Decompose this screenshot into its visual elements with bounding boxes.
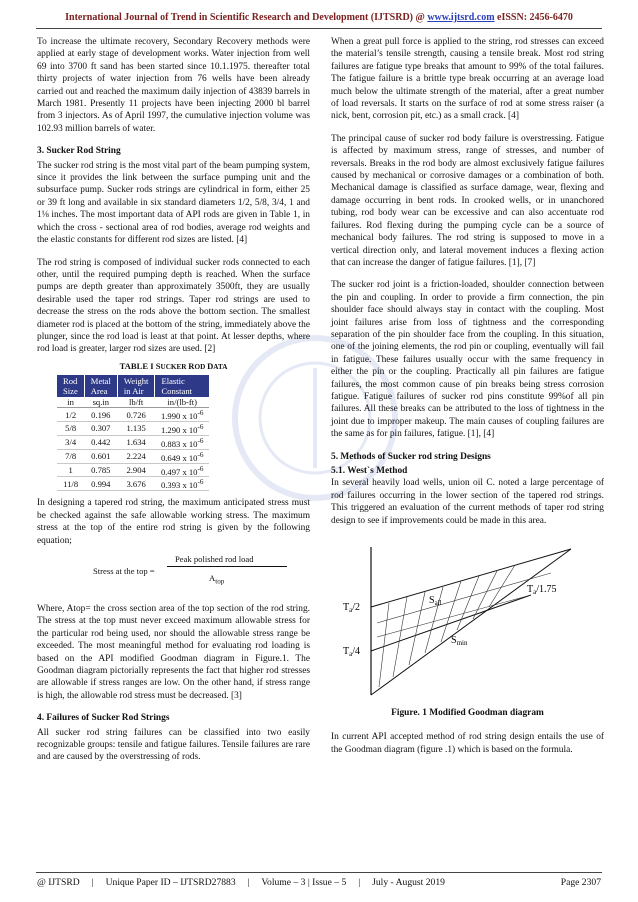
table-header-cell: Weight in Air	[117, 375, 155, 397]
section-4-heading: 4. Failures of Sucker Rod Strings	[37, 713, 170, 724]
page-number: Page 2307	[560, 877, 601, 888]
table-row: 1 0.785 2.904 0.497 x $10^{-6}$	[57, 463, 209, 477]
table-header-cell: Rod Size	[57, 375, 84, 397]
svg-text:Sall: $S_{all}$	[429, 595, 442, 608]
paragraph: The sucker rod string is the most vital part of the beam pumping system, since it provides the link between the surface pumping unit and the subsurface pump. Sucker rods strings are cylindrical in form, either 25 or 39 ft long and available in six standard diameters 1/2, 5/8, 3/4, 1 and 1⅛ inches. The most important data of API rods are given in Table 1, in which the cross - sectional area of rod bodies, average rod weights and the elastic constants for different rod sizes are listed. [4]	[37, 160, 310, 246]
paragraph: To increase the ultimate recovery, Secondary Recovery methods were applied at early stage of development works. Water injection from well 69 into 3700 ft sand has been started since 10.1.1975. thereafter total thirty projects of water injection from 76 wells have been already carried out and reached the maximum daily injection of 43839 barrels in March 1981. Presently 11 projects have been injecting 2000 bl barrel from 3 injectors. As of April 1997, the cumulative injection volume was 102.93 million barrels of water.	[37, 37, 310, 134]
table-row: 5/8 0.307 1.135 1.290 x $10^{-6}$	[57, 422, 209, 436]
paragraph: When a great pull force is applied to the string, rod stresses can exceed the material’s tensile strength, causing a tensile break. Most rod string failures are fatigue type breaks that amount to 99% of the total failures. The fatigue failure is a brittle type break occurring at an average load much below the ultimate strength of the material, after a great number of load reversals. It starts on the surface of rod at some stress raiser (a nick, bent, corrosion pit, etc.) as a small crack. [4]	[331, 37, 604, 122]
goodman-diagram-figure	[331, 537, 591, 703]
paragraph: All sucker rod string failures can be classified into two easily recognizable groups: tensile and fatigue failures. Tensile failures are rare and are caused by the overstressing of rods.	[37, 727, 310, 763]
paragraph: The sucker rod joint is a friction-loaded, shoulder connection between the pin and coupling. In order to provide a firm connection, the pin shoulder face should always stay in contact with the coupling. Most joint failures arise from loss of tightness and the corresponding separation of the pin shoulder face from the coupling. In this situation, one of the joining elements, the rod pin or coupling, eventually will fail in fatigue. These failures usually occur with the same frequency in either the pin or the coupling. Practically all pin failures are fatigue failures, the most common cause of pin breaks being stress corrosion fatigue. Fatigue failures of sucker rod pins constitute 99%of all pin failures. All these breaks can be attributed to the loss of tightness in the joint due to improper makeup. The main causes of coupling failures are the same as for pin failures, fatigue. [1], [4]	[331, 280, 604, 440]
page-footer: @ IJTSRD | Unique Paper ID – IJTSRD27883 | Volume – 3 | Issue – 5 | July - August 2019 Page 2307	[37, 877, 601, 888]
paragraph: The principal cause of sucker rod body failure is overstressing. Fatigue is affected by maximum stress, range of stresses, and number of reversals. Breaks in the rod body are almost exclusively fatigue failures caused by mechanical or corrosive damages or a combination of both. Mechanical damage is classified as surface damage, wear, flexing and damage occurring in bent rods. In crooked wells, or in unanchored tubing, rod body wear can be excessive and can also accentuate rod failures. Rod flexing during the pumping cycle can be a source of mechanical body failures. The rod string is supposed to move in a vertical direction only, and lateral movement induces a flexing action that can increase the danger of fatigue failures. [1], [7]	[331, 133, 604, 268]
journal-link[interactable]: www.ijtsrd.com	[427, 12, 495, 23]
footer-rule	[36, 872, 602, 873]
rod-data-table	[57, 375, 210, 491]
table-units-row: in sq.in lb/ft in/(lb-ft)	[57, 397, 209, 408]
table-header-row	[57, 375, 209, 397]
svg-text:Ta/4: $T_a/4$	[343, 646, 360, 659]
header-rule	[36, 28, 602, 29]
journal-header: International Journal of Trend in Scientific Research and Development (IJTSRD) @ www.ijtsrd.com eISSN: 2456-6470	[65, 12, 573, 23]
section-5-1-heading: 5.1. West`s Method	[331, 466, 408, 476]
svg-text:Ta/2: $T_a/2$	[343, 602, 360, 615]
table-row: 1/2 0.196 0.726 1.990 x $10^{-6}$	[57, 408, 209, 422]
paragraph: Where, Atop= the cross section area of the top section of the rod string. The stress at the top must never exceed maximum allowable stress for the particular rod being used, nor should the allowable stress range be exceeded. The most meaningful method for evaluating rod loading is based on the API modified Goodman diagram in Figure.1. The Goodman diagram pictorially represents the fact that higher rod stresses are allowable if stress ranges are low. On the other hand, if stress range is high, the allowable rod stress must be decreased. [3]	[37, 603, 310, 701]
table-row: 11/8 0.994 3.676 0.393 x $10^{-6}$	[57, 477, 209, 491]
stress-formula: Stress at the top = Peak polished rod load $A_{top}$	[37, 553, 310, 597]
table-row: 3/4 0.442 1.634 0.883 x $10^{-6}$	[57, 435, 209, 449]
paragraph: In designing a tapered rod string, the maximum anticipated stress must be checked against the safe allowable working stress. The maximum stress at the top of the entire rod string is given by the following equation;	[37, 498, 310, 546]
right-column	[331, 36, 604, 766]
table-header-cell: Elastic Constant	[155, 375, 210, 397]
table-row: 7/8 0.601 2.224 0.649 x $10^{-6}$	[57, 449, 209, 463]
paragraph: The rod string is composed of individual sucker rods connected to each other, until the required pumping depth is reached. When the surface pumps are depth greater than approximately 3500ft, they are usually desirable used the taper rod strings. Taper rod strings are used to decrease the stress on the rods above the bottom section. The smallest diameter rod is placed at the bottom of the string, immediately above the plunger, since the rod load is least at that point. At lesser depths, where rod load is greater, larger rod sizes are used. [2]	[37, 257, 310, 355]
svg-text:Ta/1.75: $T_a/1.75$	[527, 584, 557, 597]
left-column	[37, 36, 310, 774]
section-3-heading: 3. Sucker Rod String	[37, 146, 121, 157]
paragraph: In several heavily load wells, union oil C. noted a large percentage of rod failures occurring in the lower section of the tapered rod strings. This triggered an evaluation of the current methods of taper rod string design to see if improvements could be made in this area.	[331, 478, 604, 526]
section-5-heading: 5. Methods of Sucker rod string Designs	[331, 451, 491, 462]
table-header-cell: Metal Area	[84, 375, 117, 397]
table-caption: TABLE I SUCKER ROD DATA	[119, 360, 228, 371]
figure-caption: Figure. 1 Modified Goodman diagram	[391, 708, 544, 719]
goodman-diagram	[331, 537, 591, 703]
paragraph: In current API accepted method of rod string design entails the use of the Goodman diagram (figure .1) which is based on the formula.	[331, 732, 604, 755]
svg-text:Smin: $S_{min}$	[451, 635, 468, 648]
